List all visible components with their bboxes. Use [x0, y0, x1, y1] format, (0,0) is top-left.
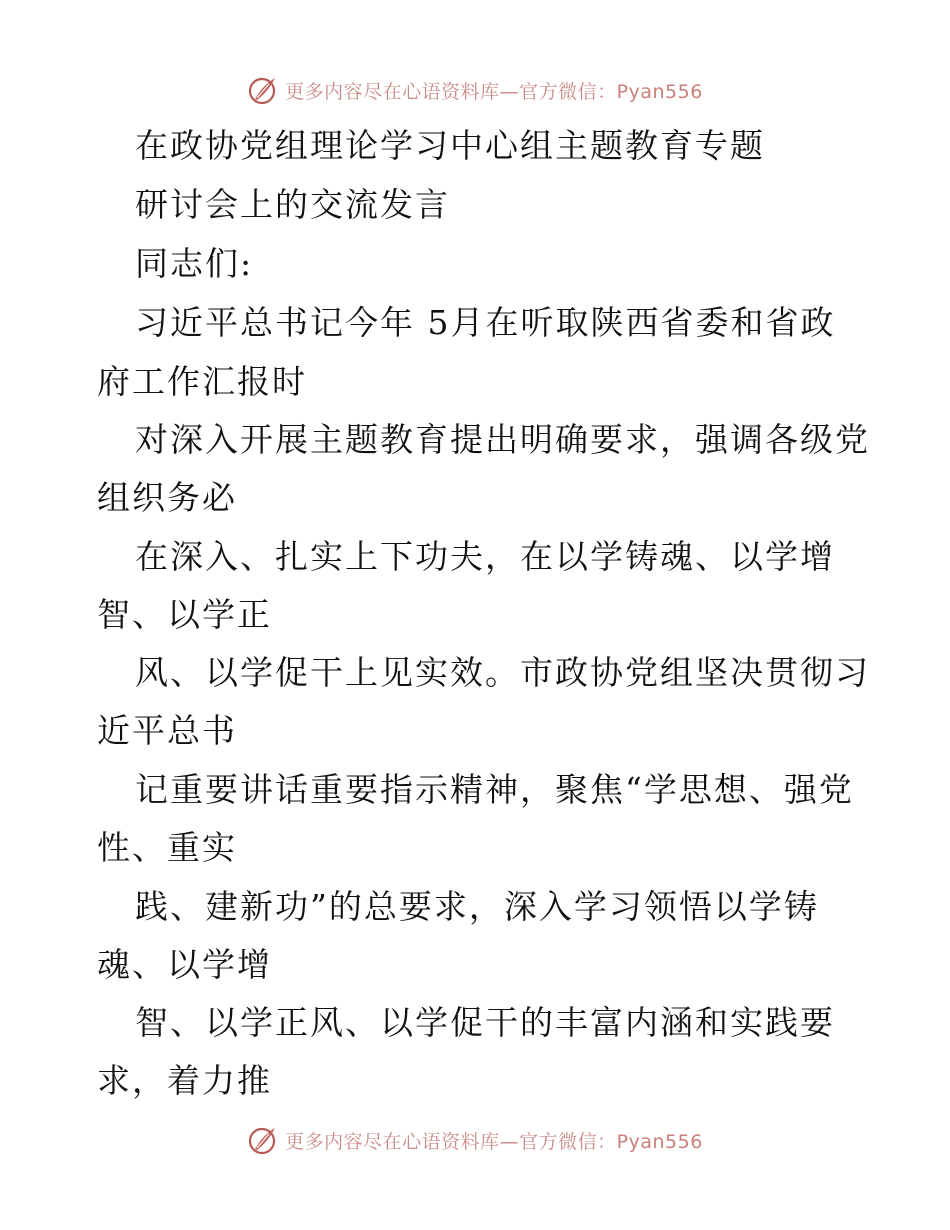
doc-line: 求，着力推 [97, 1061, 272, 1100]
watermark-wechat-id: Pyan556 [616, 1130, 703, 1153]
doc-line: 性、重实 [97, 828, 237, 867]
doc-line: 近平总书 [97, 711, 237, 750]
header-watermark [0, 70, 950, 110]
doc-line: 研讨会上的交流发言 [135, 185, 450, 224]
doc-line: 智、以学正 [97, 595, 272, 634]
doc-line: 记重要讲话重要指示精神，聚焦“学思想、强党 [135, 770, 854, 809]
doc-line: 同志们: [135, 244, 254, 283]
doc-line: 在深入、扎实上下功夫，在以学铸魂、以学增 [135, 537, 835, 576]
feather-pen-logo-icon [247, 74, 279, 106]
doc-line: 府工作汇报时 [97, 362, 307, 401]
watermark-text: 更多内容尽在心语资料库—官方微信： [285, 1130, 617, 1153]
watermark-text: 更多内容尽在心语资料库—官方微信： [285, 80, 617, 103]
doc-line: 习近平总书记今年 5月在听取陕西省委和省政 [135, 303, 836, 342]
footer-watermark [0, 1120, 950, 1160]
doc-line: 在政协党组理论学习中心组主题教育专题 [135, 126, 765, 165]
doc-line: 风、以学促干上见实效。市政协党组坚决贯彻习 [135, 653, 870, 692]
doc-line: 组织务必 [97, 478, 237, 517]
feather-pen-logo-icon [247, 1124, 279, 1156]
doc-line: 践、建新功”的总要求，深入学习领悟以学铸 [135, 887, 819, 926]
doc-line: 智、以学正风、以学促干的丰富内涵和实践要 [135, 1003, 835, 1042]
doc-line: 对深入开展主题教育提出明确要求，强调各级党 [135, 420, 870, 459]
doc-line: 魂、以学增 [97, 945, 272, 984]
watermark-wechat-id: Pyan556 [616, 80, 703, 103]
